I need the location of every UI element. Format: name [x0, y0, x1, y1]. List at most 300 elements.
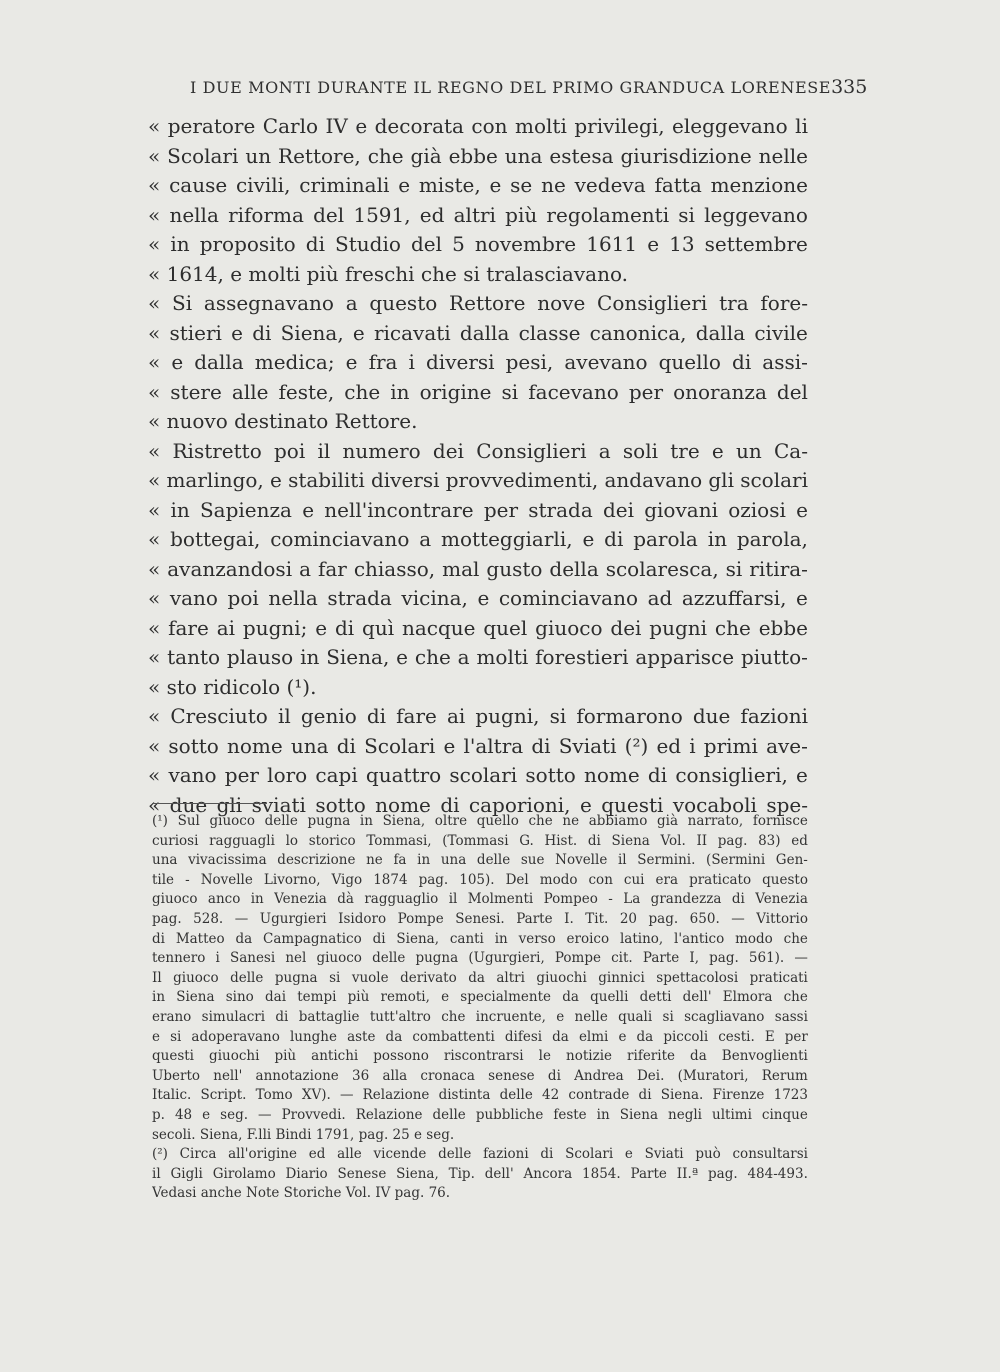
word: civile — [754, 320, 808, 345]
word: da — [385, 1028, 403, 1045]
word: fornisce — [752, 813, 808, 829]
footnote-line — [152, 969, 808, 989]
word: 48 — [174, 1106, 193, 1123]
word: fazioni — [483, 1146, 529, 1163]
word: alla — [382, 1067, 408, 1084]
word: l'altra — [463, 733, 524, 758]
word: (Sermini — [706, 852, 766, 869]
word: l'antico — [674, 930, 725, 947]
word: ed — [791, 832, 808, 849]
word: Campagnatico — [263, 930, 362, 947]
word: modo — [735, 930, 773, 947]
page-number: 335 — [831, 76, 868, 98]
word: due — [169, 792, 208, 817]
word: 528. — [193, 910, 224, 927]
word: canonica, — [589, 320, 687, 345]
word: regolamenti — [546, 202, 670, 227]
word: canti — [449, 930, 484, 947]
word: tutt'altro — [369, 1008, 431, 1025]
word: che — [414, 645, 451, 669]
word: « — [148, 615, 161, 640]
footnote-line — [152, 1047, 808, 1067]
word: in — [300, 645, 320, 669]
word: delle — [499, 1087, 533, 1104]
word: quali — [618, 1008, 653, 1025]
word: « — [148, 379, 161, 404]
word: delle — [264, 813, 298, 829]
word: più — [274, 1048, 297, 1065]
word: Novelle — [200, 871, 253, 888]
body-line — [148, 348, 808, 378]
word: Siena, — [382, 813, 426, 829]
word: e — [624, 1146, 633, 1163]
word: G. — [519, 832, 534, 849]
word: piutto- — [740, 645, 808, 669]
word: sotto — [525, 763, 576, 787]
word: che — [344, 379, 381, 404]
word: Vol. — [660, 832, 686, 849]
word: Sanesi — [229, 950, 276, 967]
word: Elmora — [722, 989, 773, 1006]
word: in — [707, 527, 727, 551]
word: « — [148, 468, 161, 492]
word: cit. — [611, 950, 633, 967]
word: Senesi. — [455, 910, 505, 927]
word: II — [696, 832, 708, 849]
word: Scolari — [364, 733, 436, 758]
body-line — [148, 171, 808, 201]
word: di — [547, 1067, 561, 1084]
word: ed — [419, 202, 445, 227]
footnote-line — [152, 890, 808, 910]
word: un — [245, 143, 272, 168]
word: Rerum — [761, 1067, 808, 1084]
word: genio — [300, 704, 357, 728]
word: in — [390, 379, 410, 404]
word: delle — [476, 852, 511, 869]
word: XV). — [301, 1087, 331, 1104]
word: consultarsi — [732, 1146, 808, 1163]
word: altri — [453, 202, 496, 227]
word: che — [367, 143, 404, 168]
footnote-line — [152, 812, 808, 832]
word: sue — [520, 852, 545, 869]
word: - — [185, 871, 190, 888]
word: 1591, — [353, 202, 411, 227]
word: « — [148, 173, 161, 197]
word: Ugurgieri — [259, 910, 327, 927]
word: onoranza — [673, 379, 767, 404]
word: Pompe — [554, 950, 601, 967]
word: Gigli — [170, 1165, 203, 1182]
body-line — [148, 496, 808, 526]
word: sotto — [168, 733, 219, 758]
word: Novelle — [555, 852, 608, 869]
word: novembre — [474, 232, 577, 256]
word: dell' — [484, 1165, 514, 1182]
word: « — [148, 733, 161, 758]
word: ragguagli — [209, 832, 275, 849]
body-text — [148, 112, 808, 820]
word: peratore — [167, 114, 256, 138]
word: far — [317, 556, 347, 581]
word: narrato, — [687, 813, 744, 829]
word: nacque — [401, 615, 476, 640]
word: scolari — [740, 468, 808, 492]
word: annotazione — [255, 1067, 339, 1084]
footnote-line — [152, 871, 808, 891]
word: eroico — [566, 930, 610, 947]
word: vedeva — [574, 173, 646, 197]
word: gli — [216, 792, 243, 817]
word: e — [489, 173, 502, 197]
word: dà — [337, 891, 354, 908]
word: nelle — [574, 1008, 608, 1025]
word: vivacissima — [188, 852, 267, 869]
word: dei — [602, 497, 635, 522]
word: e — [579, 792, 592, 817]
word: altri — [496, 969, 525, 986]
word: descrizione — [277, 852, 356, 869]
word: parola — [633, 527, 698, 551]
word: ebbe — [758, 615, 808, 640]
word: poi — [227, 586, 259, 610]
word: di — [366, 704, 387, 728]
word: del — [776, 379, 808, 404]
word: di — [440, 792, 460, 817]
body-line — [148, 112, 808, 142]
word: (¹) — [152, 813, 168, 829]
word: spe- — [766, 792, 808, 817]
word: vicina, — [401, 586, 468, 610]
word: Siena — [176, 989, 215, 1006]
word: curiosi — [152, 832, 199, 849]
word: del — [313, 202, 345, 227]
word: ne — [541, 173, 566, 197]
word: cominciavano — [270, 527, 410, 551]
word: fa — [393, 852, 407, 869]
footnotes — [152, 812, 808, 1204]
body-line — [148, 201, 808, 231]
word: Siena — [619, 1106, 659, 1123]
word: ad — [647, 586, 673, 610]
body-line — [148, 319, 808, 349]
word: quì — [362, 615, 395, 640]
word: da — [235, 930, 253, 947]
word: tra — [719, 291, 749, 315]
word: azzuffarsi, — [681, 586, 787, 610]
word: in — [170, 232, 190, 256]
word: Siena, — [396, 1165, 439, 1182]
word: facevano — [528, 379, 619, 404]
word: combattenti — [412, 1028, 495, 1045]
word: capi — [315, 763, 358, 787]
word: Circa — [179, 1146, 217, 1163]
word: lo — [285, 832, 299, 849]
word: nome — [226, 733, 283, 758]
word: ragguaglio — [364, 891, 439, 908]
footnote-line — [152, 1165, 808, 1185]
word: pugni, — [475, 704, 540, 728]
footnote-line — [152, 910, 808, 930]
word: estesa — [549, 143, 614, 168]
word: nella — [268, 586, 318, 610]
body-line — [148, 614, 808, 644]
word: sino — [225, 989, 254, 1006]
word: e — [152, 1028, 160, 1045]
word: più — [505, 202, 538, 227]
footnote-line — [152, 930, 808, 950]
word: questi — [601, 792, 664, 817]
word: civili, — [235, 173, 291, 197]
word: « — [148, 143, 161, 168]
word: motteggiarli, — [441, 527, 573, 551]
word: si — [170, 1028, 182, 1045]
word: pag. — [717, 832, 748, 849]
word: di — [647, 763, 668, 787]
word: 561). — [748, 950, 785, 967]
word: Del — [505, 871, 529, 888]
word: formarono — [576, 704, 683, 728]
word: Sermini. — [637, 852, 696, 869]
word: dei — [610, 615, 642, 640]
word: « — [148, 232, 161, 256]
word: caporioni, — [468, 792, 571, 817]
word: 105). — [459, 871, 495, 888]
word: pag. — [709, 950, 739, 967]
word: di — [587, 832, 601, 849]
word: 484-493. — [747, 1165, 808, 1182]
word: giuoco — [316, 950, 362, 967]
word: e — [796, 497, 808, 522]
body-line — [148, 230, 808, 260]
body-line — [148, 732, 808, 762]
word: Sviati — [644, 1146, 684, 1163]
word: pag. — [418, 871, 449, 888]
word: ave- — [766, 733, 808, 758]
word: quelli — [590, 989, 629, 1006]
word: di — [531, 733, 551, 758]
word: andavano — [604, 468, 703, 492]
word: aste — [347, 1028, 376, 1045]
word: Rettore — [449, 291, 526, 315]
word: erano — [152, 1008, 192, 1025]
word: della — [549, 556, 599, 581]
word: fra — [368, 350, 398, 374]
word: bottegai, — [170, 527, 261, 551]
word: e — [302, 497, 315, 522]
word: di — [731, 891, 745, 908]
word: parola, — [736, 527, 808, 551]
footnote-line — [152, 949, 808, 969]
word: Isidoro — [338, 910, 387, 927]
word: Sul — [177, 813, 200, 829]
word: mal — [442, 556, 480, 581]
word: pugna — [415, 950, 459, 967]
word: Pompeo — [543, 891, 598, 908]
word: pag. — [152, 910, 182, 927]
word: molti — [476, 645, 529, 669]
footnote-line — [152, 988, 808, 1008]
word: fazioni — [740, 704, 808, 728]
word: oltre — [434, 813, 468, 829]
word: che — [441, 1008, 466, 1025]
word: avevano — [564, 350, 648, 374]
word: a — [598, 438, 611, 463]
word: Ristretto — [172, 438, 262, 463]
word: senese — [488, 1067, 535, 1084]
word: Gen- — [775, 852, 808, 869]
word: — — [234, 910, 249, 927]
word: e — [202, 1106, 211, 1123]
word: cause — [169, 173, 228, 197]
word: e — [231, 320, 243, 345]
word: privilegi, — [574, 114, 665, 138]
word: « — [148, 350, 161, 374]
word: praticati — [749, 969, 808, 986]
word: 13 — [669, 232, 695, 256]
word: Tomo — [255, 1087, 293, 1104]
word: medica; — [254, 350, 335, 374]
word: delle — [432, 1106, 466, 1123]
word: cinque — [761, 1106, 808, 1123]
word: praticato — [689, 871, 752, 888]
word: di — [604, 527, 624, 551]
word: da — [690, 1048, 707, 1065]
word: « — [148, 586, 161, 610]
word: Parte — [642, 950, 680, 967]
word: diversi — [426, 350, 495, 374]
word: p. — [152, 1106, 165, 1123]
word: i — [689, 733, 696, 758]
word: giuochi — [536, 969, 587, 986]
word: giovani — [644, 497, 718, 522]
word: feste — [553, 1106, 587, 1123]
word: riscontrarsi — [443, 1048, 524, 1065]
word: Scolari — [565, 1146, 614, 1163]
word: di — [152, 930, 165, 947]
body-line — [148, 584, 808, 614]
word: contrade — [568, 1087, 630, 1104]
word: sotto — [315, 792, 366, 817]
word: si — [549, 704, 567, 728]
word: Siena, — [396, 930, 439, 947]
word: questo — [762, 871, 808, 888]
word: ai — [446, 704, 466, 728]
word: nell'incontrare — [324, 497, 474, 522]
word: da — [468, 969, 485, 986]
word: consiglieri, — [675, 763, 788, 787]
word: — — [731, 910, 745, 927]
word: Benvoglienti — [721, 1048, 808, 1065]
word: diversi — [370, 468, 440, 492]
word: Siena, — [280, 320, 344, 345]
word: Scolari — [167, 143, 239, 168]
word: Vittorio — [756, 910, 808, 927]
word: leggevano — [704, 202, 808, 227]
word: in — [152, 989, 166, 1006]
word: notizie — [566, 1048, 612, 1065]
word: Ca- — [773, 438, 808, 463]
word: Italic. — [152, 1087, 192, 1104]
word: molti — [515, 114, 567, 138]
word: Parte — [630, 1165, 667, 1182]
word: Consiglieri — [597, 291, 708, 315]
word: « — [148, 704, 161, 728]
word: Dei. — [636, 1067, 665, 1084]
word: quello — [658, 350, 721, 374]
footnote-line — [152, 1008, 808, 1028]
body-line — [148, 643, 808, 673]
word: nell' — [213, 1067, 243, 1084]
word: e — [352, 320, 365, 345]
body-line — [148, 525, 808, 555]
word: dell' — [682, 989, 712, 1006]
word: era — [655, 871, 679, 888]
word: di — [305, 232, 325, 256]
footnote-line — [152, 832, 808, 852]
word: Provvedi. — [281, 1106, 346, 1123]
word: giuoco — [152, 891, 198, 908]
word: giuoco — [209, 813, 255, 829]
body-line: « 1614, e molti più freschi che si tralasciavano. — [148, 261, 628, 286]
word: dalla — [194, 350, 244, 374]
body-line — [148, 555, 808, 585]
word: strada — [528, 497, 593, 522]
word: in — [596, 1106, 610, 1123]
word: 1723 — [773, 1087, 808, 1104]
word: può — [695, 1146, 721, 1163]
body-line: « nuovo destinato Rettore. — [148, 409, 418, 433]
word: nome — [584, 763, 640, 787]
word: I, — [689, 950, 700, 967]
word: « — [148, 527, 161, 551]
word: Firenze — [712, 1087, 765, 1104]
word: pugni — [649, 615, 708, 640]
word: giuoco — [535, 615, 603, 640]
word: questo — [369, 291, 438, 315]
word: Carlo — [262, 114, 319, 138]
word: Livorno, — [263, 871, 321, 888]
word: avanzandosi — [167, 556, 293, 581]
word: con — [588, 871, 613, 888]
word: delle — [372, 950, 406, 967]
word: settembre — [704, 232, 808, 256]
word: di — [275, 1008, 289, 1025]
word: ebbe — [448, 143, 498, 168]
word: ricavati — [373, 320, 451, 345]
word: Cresciuto — [170, 704, 268, 728]
word: e — [441, 989, 450, 1006]
word: e — [396, 645, 409, 669]
word: negli — [668, 1106, 702, 1123]
word: se — [510, 173, 533, 197]
word: miste, — [418, 173, 481, 197]
word: alle — [337, 1146, 362, 1163]
word: e — [270, 468, 282, 492]
word: Andrea — [574, 1067, 624, 1084]
word: « — [148, 114, 161, 138]
word: distinta — [438, 1087, 491, 1104]
footnote-line — [152, 1067, 808, 1087]
word: 1874 — [373, 871, 408, 888]
word: a — [457, 645, 470, 669]
word: decorata — [374, 114, 464, 138]
word: fare — [168, 615, 209, 640]
word: verso — [518, 930, 556, 947]
word: poi — [274, 438, 306, 463]
word: antichi — [311, 1048, 359, 1065]
